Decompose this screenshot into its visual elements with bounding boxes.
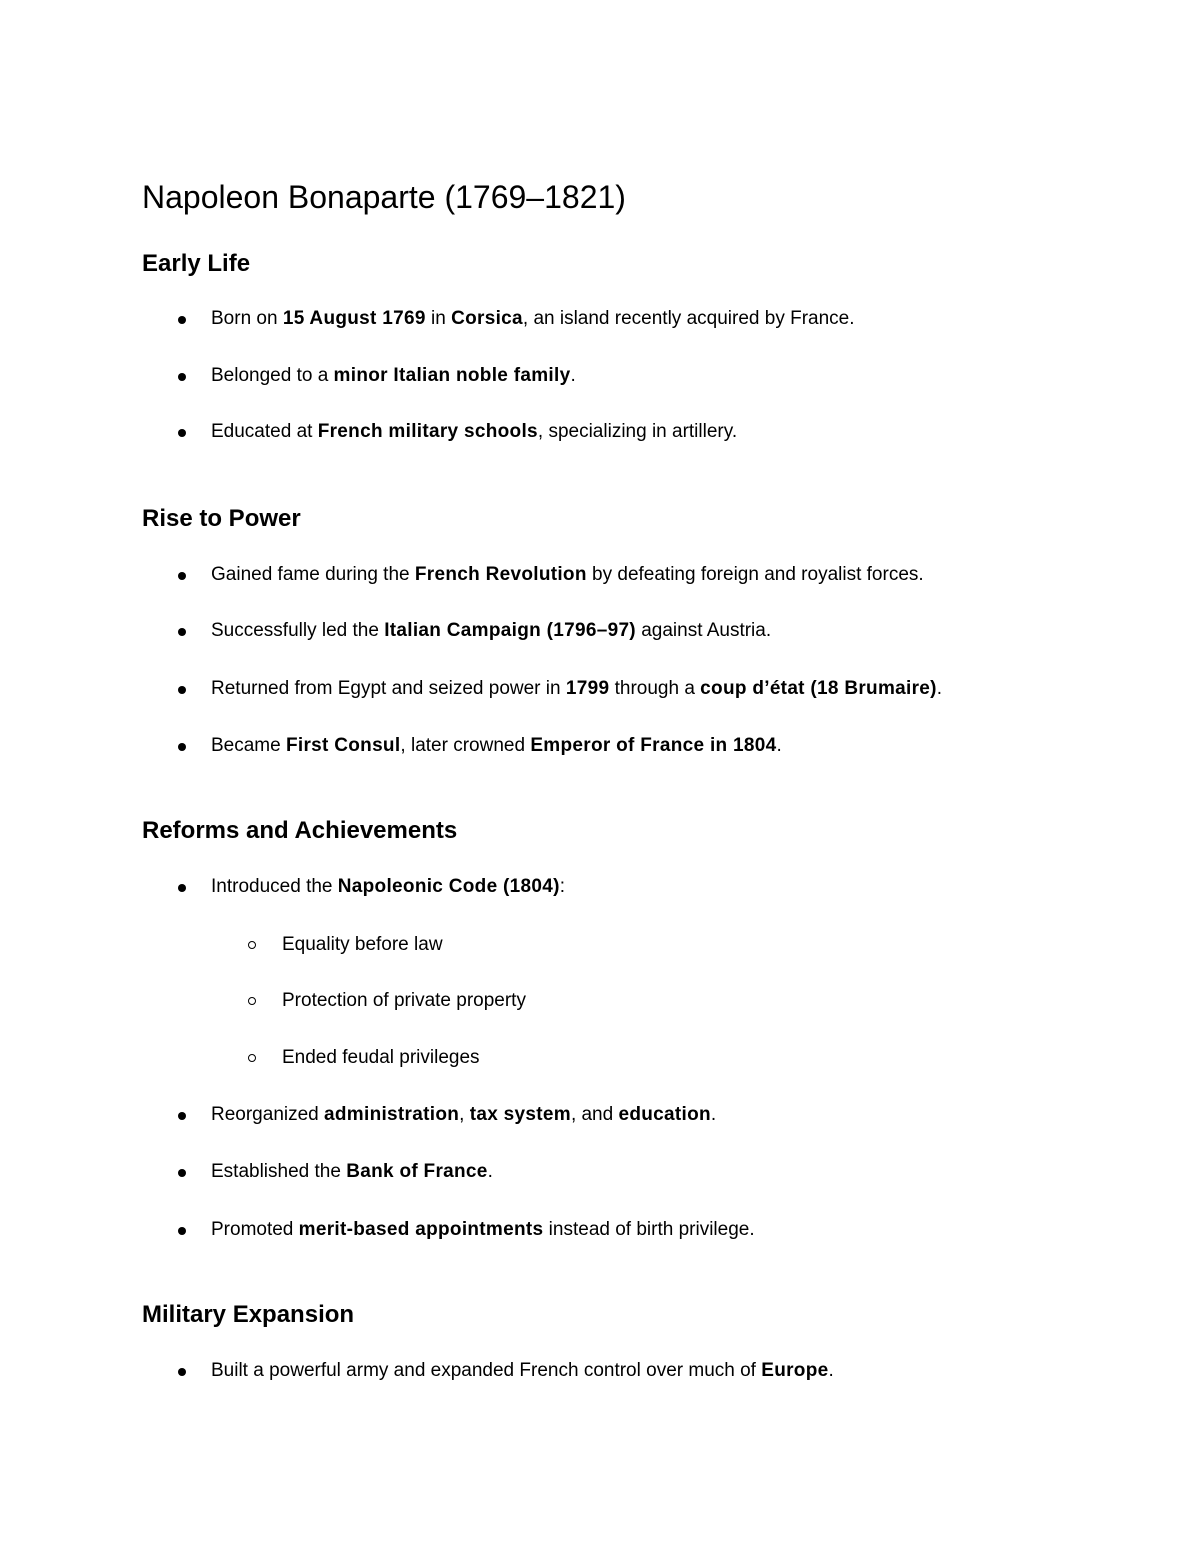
list-item: Educated at French military schools, specializing in artillery. — [211, 420, 737, 444]
section-heading-rise-to-power: Rise to Power — [142, 505, 301, 532]
list-item: Reorganized administration, tax system, and education. — [211, 1103, 716, 1127]
hollow-bullet-icon — [248, 1054, 256, 1062]
list-item: Promoted merit-based appointments instead of birth privilege. — [211, 1218, 755, 1242]
list-item: Born on 15 August 1769 in Corsica, an island recently acquired by France. — [211, 307, 855, 331]
bullet-icon — [178, 429, 186, 437]
list-item: Introduced the Napoleonic Code (1804): — [211, 875, 565, 899]
bullet-icon — [178, 1368, 186, 1376]
bullet-icon — [178, 1227, 186, 1235]
bullet-icon — [178, 884, 186, 892]
section-heading-early-life: Early Life — [142, 250, 251, 277]
sub-list-item: Equality before law — [282, 933, 443, 957]
bullet-icon — [178, 628, 186, 636]
section-heading-reforms-and-achievements: Reforms and Achievements — [142, 817, 458, 844]
document-title: Napoleon Bonaparte (1769–1821) — [142, 179, 626, 215]
hollow-bullet-icon — [248, 941, 256, 949]
list-item: Belonged to a minor Italian noble family. — [211, 364, 576, 388]
hollow-bullet-icon — [248, 997, 256, 1005]
bullet-icon — [178, 1112, 186, 1120]
sub-list-item: Protection of private property — [282, 989, 526, 1013]
list-item: Returned from Egypt and seized power in 1799 through a coup d’état (18 Brumaire). — [211, 677, 942, 701]
list-item: Successfully led the Italian Campaign (1796–97) against Austria. — [211, 619, 771, 643]
bullet-icon — [178, 316, 186, 324]
sub-list-item: Ended feudal privileges — [282, 1046, 480, 1070]
bullet-icon — [178, 743, 186, 751]
bullet-icon — [178, 373, 186, 381]
section-heading-military-expansion: Military Expansion — [142, 1301, 355, 1328]
bullet-icon — [178, 686, 186, 694]
bullet-icon — [178, 1169, 186, 1177]
list-item: Gained fame during the French Revolution by defeating foreign and royalist forces. — [211, 563, 924, 587]
list-item: Became First Consul, later crowned Emperor of France in 1804. — [211, 734, 782, 758]
list-item: Built a powerful army and expanded French control over much of Europe. — [211, 1359, 834, 1383]
list-item: Established the Bank of France. — [211, 1160, 493, 1184]
bullet-icon — [178, 572, 186, 580]
